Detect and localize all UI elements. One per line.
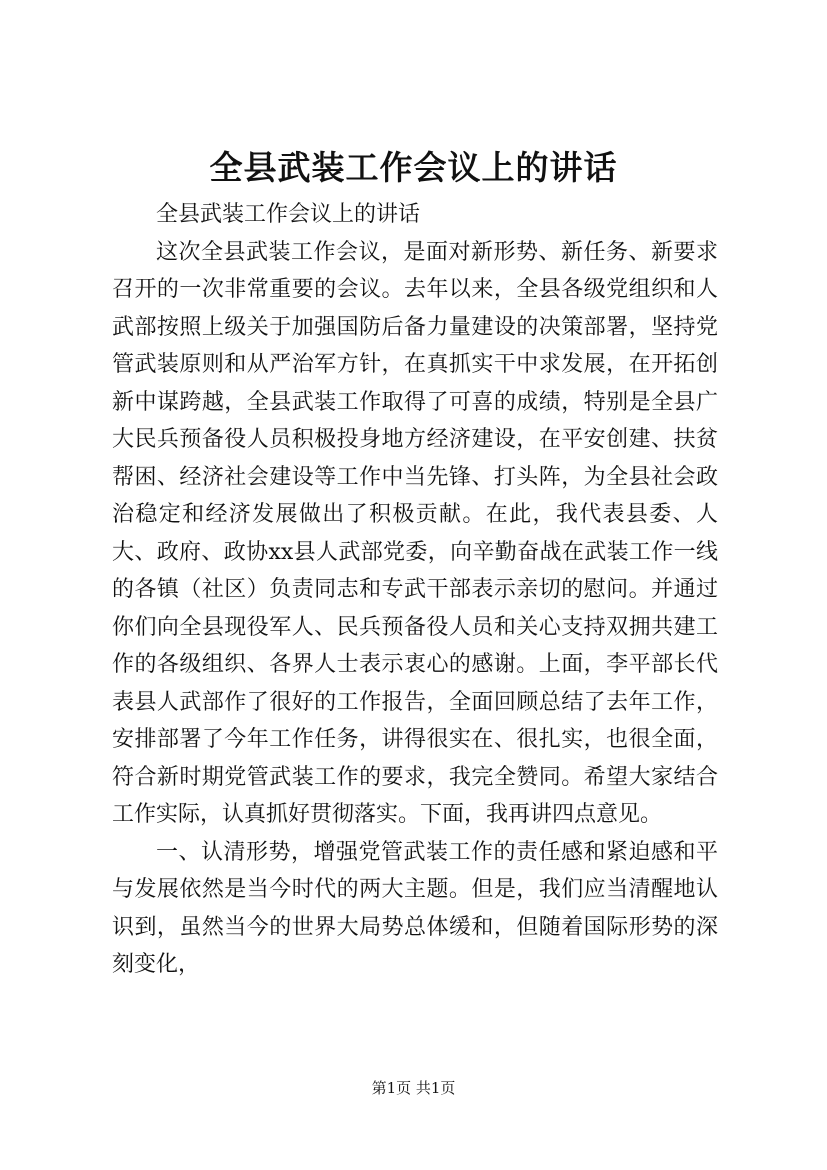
page-footer: 第1页 共1页 <box>371 1079 456 1097</box>
document-body <box>112 196 718 984</box>
paragraph-opening: 这次全县武装工作会议，是面对新形势、新任务、新要求召开的一次非常重要的会议。去年以来，全县各级党组织和人武部按照上级关于加强国防后备力量建设的决策部署，坚持党管武装原则和从严治军方针，在真抓实干中求发展，在开拓创新中谋跨越，全县武装工作取得了可喜的成绩，特别是全县广大民兵预备役人员积极投身地方经济建设，在平安创建、扶贫帮困、经济社会建设等工作中当先锋、打头阵，为全县社会政治稳定和经济发展做出了积极贡献。在此，我代表县委、人大、政府、政协xx县人武部党委，向辛勤奋战在武装工作一线的各镇（社区）负责同志和专武干部表示亲切的慰问。并通过你们向全县现役军人、民兵预备役人员和关心支持双拥共建工作的各级组织、各界人士表示衷心的感谢。上面，李平部长代表县人武部作了很好的工作报告，全面回顾总结了去年工作，安排部署了今年工作任务，讲得很实在、很扎实，也很全面，符合新时期党管武装工作的要求，我完全赞同。希望大家结合工作实际，认真抓好贯彻落实。下面，我再讲四点意见。 <box>112 239 718 827</box>
document-title: 全县武装工作会议上的讲话 <box>209 148 618 187</box>
paragraph-section-one: 一、认清形势，增强党管武装工作的责任感和紧迫感和平与发展依然是当今时代的两大主题。但是，我们应当清醒地认识到，虽然当今的世界大局势总体缓和，但随着国际形势的深刻变化， <box>112 839 718 977</box>
paragraph-subtitle: 全县武装工作会议上的讲话 <box>156 202 421 227</box>
